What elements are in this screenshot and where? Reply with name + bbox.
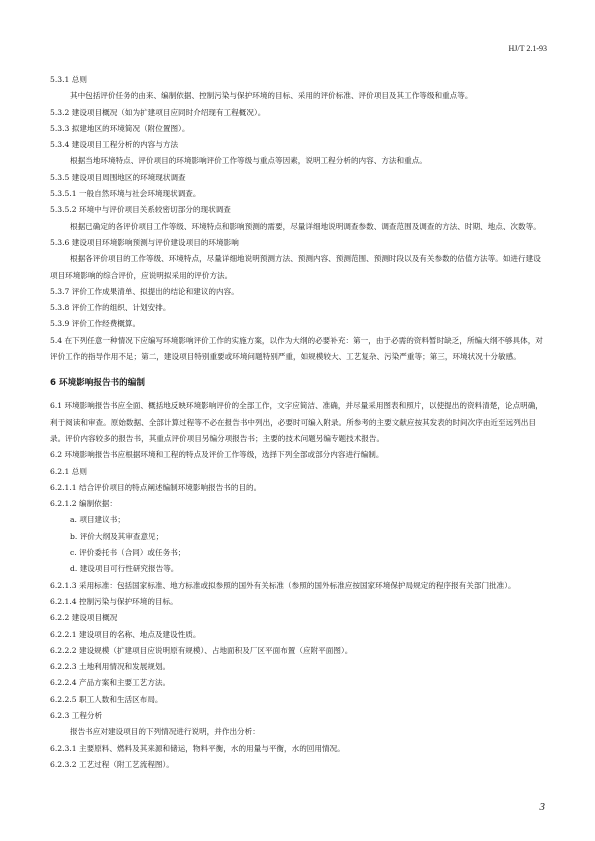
paragraph: 根据当地环境特点、评价项目的环境影响评价工作等级与重点等因素，说明工程分析的内容、方法和重点。: [70, 156, 427, 166]
page-number: 3: [539, 801, 545, 813]
clause-5-3-5-2: 5.3.5.2 环境中与评价项目关系较密切部分的现状调查: [50, 205, 231, 215]
document-code: HJ/T 2.1-93: [508, 44, 547, 53]
clause-5-3-9: 5.3.9 评价工作经费概算。: [50, 319, 141, 329]
clause-5-3-5-1: 5.3.5.1 一般自然环境与社会环境现状调查。: [50, 189, 201, 199]
section-heading: 6 环境影响报告书的编制: [50, 378, 145, 389]
clause-5-3-8: 5.3.8 评价工作的组织、计划安排。: [50, 303, 171, 313]
clause-6-2: 6.2 环境影响报告书应根据环境和工程的特点及评价工作等级，选择下列全部或部分内容进行编制。: [50, 450, 384, 460]
list-item: d. 建设项目可行性研究报告等。: [70, 564, 179, 574]
clause-6-2-1-3: 6.2.1.3 采用标准：包括国家标准、地方标准或拟参照的国外有关标准（参照的国外标准应按国家环境保护局规定的程序报有关部门批准）。: [50, 580, 516, 590]
clause-5-3-3: 5.3.3 拟建地区的环境简况（附位置图）。: [50, 123, 190, 133]
paragraph: 其中包括评价任务的由来、编制依据、控制污染与保护环境的目标、采用的评价标准、评价项目及其工作等级和重点等。: [70, 91, 473, 101]
clause-6-2-2-3: 6.2.2.3 土地利用情况和发展规划。: [50, 662, 171, 672]
clause-6-2-3: 6.2.3 工程分析: [50, 710, 103, 720]
paragraph: 根据已确定的各评价项目工作等级、环境特点和影响预测的需要，尽量详细地说明调查参数、调查范围及调查的方法、时期、地点、次数等。: [70, 221, 541, 231]
clause-5-3-4: 5.3.4 建设项目工程分析的内容与方法: [50, 140, 179, 150]
clause-6-2-3-1: 6.2.3.1 主要原料、燃料及其来源和储运，物料平衡，水的用量与平衡，水的回用情况。: [50, 743, 345, 753]
clause-6-2-2-1: 6.2.2.1 建设项目的名称、地点及建设性质。: [50, 629, 201, 639]
clause-6-2-2-4: 6.2.2.4 产品方案和主要工艺方法。: [50, 678, 171, 688]
clause-5-3-1: 5.3.1 总则: [50, 75, 87, 84]
list-item: b. 评价大纲及其审查意见；: [70, 531, 164, 541]
paragraph: 根据各评价项目的工作等级、环境特点，尽量详细地说明预测方法、预测内容、预测范围、预测时段以及有关参数的估值方法等。如进行建设项目环境影响的综合评价，应说明拟采用的评价方法。: [50, 254, 541, 280]
list-item: c. 评价委托书（合同）或任务书；: [70, 548, 186, 558]
clause-6-2-2-5: 6.2.2.5 职工人数和生活区布局。: [50, 694, 163, 704]
clause-5-3-7: 5.3.7 评价工作成果清单、拟提出的结论和建议的内容。: [50, 286, 239, 296]
clause-6-2-1: 6.2.1 总则: [50, 466, 87, 476]
clause-6-1: 6.1 环境影响报告书应全面、概括地反映环境影响评价的全部工作，文字应简洁、准确，并尽量采用图表和照片，以使提出的资料清楚，论点明确，利于阅读和审查。原始数据、全部计算过程等不必在报告书中列出，必要时可编入附录。所参考的主要文献应按其发表的时间次序由近至远列出目录。评价内容较多的报告书，其重点评价项目另编分项报告书；主要的技术问题另编专题技术报告。: [50, 401, 543, 443]
clause-5-3-6: 5.3.6 建设项目环境影响预测与评价建设项目的环境影响: [50, 237, 239, 247]
clause-5-3-5: 5.3.5 建设项目周围地区的环境现状调查: [50, 172, 186, 182]
clause-6-2-1-1: 6.2.1.1 结合评价项目的特点阐述编制环境影响报告书的目的。: [50, 482, 262, 492]
clause-5-4: 5.4 在下列任意一种情况下应编写环境影响评价工作的实施方案，以作为大纲的必要补充：第一，由于必需的资料暂时缺乏，所编大纲不够具体，对评价工作的指导作用不足；第二，建设项目特别重要或环境问题特别严重，如规模较大、工艺复杂、污染严重等；第三，环境状况十分敏感。: [50, 335, 543, 362]
clause-6-2-2-2: 6.2.2.2 建设规模（扩建项目应说明原有规模）、占地面积及厂区平面布置（应附平面图）。: [50, 645, 353, 655]
clause-6-2-2: 6.2.2 建设项目概况: [50, 613, 118, 623]
paragraph: 报告书应对建设项目的下列情况进行说明，并作出分析：: [70, 727, 260, 737]
clause-6-2-1-2: 6.2.1.2 编制依据：: [50, 499, 117, 509]
clause-6-2-3-2: 6.2.3.2 工艺过程（附工艺流程图）。: [50, 759, 174, 769]
clause-5-3-2: 5.3.2 建设项目概况（如为扩建项目应同时介绍现有工程概况）。: [50, 107, 266, 117]
list-item: a. 项目建议书；: [70, 515, 125, 525]
clause-6-2-1-4: 6.2.1.4 控制污染与保护环境的目标。: [50, 596, 178, 606]
document-body: [50, 72, 548, 773]
